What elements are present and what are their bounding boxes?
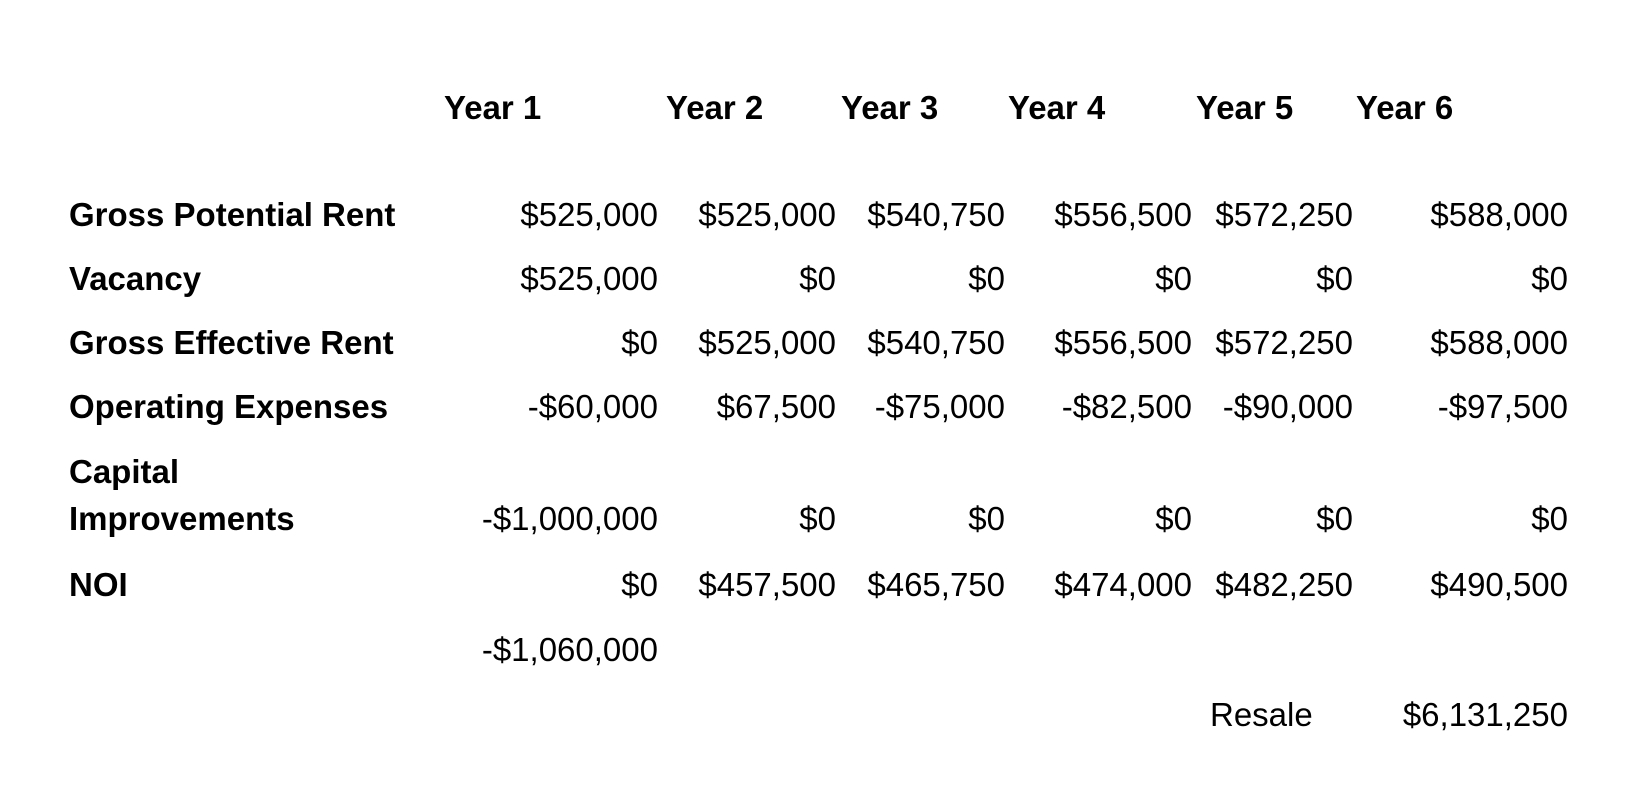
table-cell: $457,500 (698, 566, 836, 603)
table-cell: $525,000 (698, 196, 836, 233)
row-label-operating-expenses: Operating Expenses (69, 388, 389, 425)
table-cell: -$60,000 (527, 388, 658, 425)
year1-total-cell: -$1,060,000 (481, 631, 658, 668)
header-year-5: Year 5 (1196, 89, 1294, 126)
table-cell: $588,000 (1430, 196, 1568, 233)
table-cell: $0 (799, 500, 836, 537)
table-cell: -$97,500 (1437, 388, 1568, 425)
table-cell: $0 (799, 260, 836, 297)
table-cell: -$75,000 (874, 388, 1005, 425)
table-cell: $556,500 (1054, 196, 1192, 233)
table-cell: -$82,500 (1061, 388, 1192, 425)
table-cell: $588,000 (1430, 324, 1568, 361)
table-cell: $525,000 (520, 196, 658, 233)
table-cell: -$1,000,000 (481, 500, 658, 537)
table-cell: $0 (1531, 500, 1568, 537)
table-cell: $525,000 (698, 324, 836, 361)
table-cell: $0 (968, 260, 1005, 297)
table-cell: $465,750 (867, 566, 1005, 603)
table-cell: -$90,000 (1222, 388, 1353, 425)
resale-label: Resale (1210, 696, 1313, 733)
table-cell: $0 (1155, 260, 1192, 297)
row-label-capital: Capital (69, 453, 180, 490)
table-cell: $0 (1316, 260, 1353, 297)
table-cell: $556,500 (1054, 324, 1192, 361)
table-cell: $482,250 (1215, 566, 1353, 603)
row-label-vacancy: Vacancy (69, 260, 202, 297)
table-cell: $0 (1316, 500, 1353, 537)
table-cell: $0 (968, 500, 1005, 537)
table-cell: $0 (621, 324, 658, 361)
table-cell: $0 (621, 566, 658, 603)
resale-value: $6,131,250 (1402, 696, 1568, 733)
table-cell: $0 (1531, 260, 1568, 297)
table-cell: $0 (1155, 500, 1192, 537)
row-label-improvements: Improvements (69, 500, 295, 537)
header-year-6: Year 6 (1356, 89, 1454, 126)
table-cell: $67,500 (716, 388, 836, 425)
table-cell: $572,250 (1215, 324, 1353, 361)
row-label-noi: NOI (69, 566, 128, 603)
table-cell: $490,500 (1430, 566, 1568, 603)
header-year-4: Year 4 (1008, 89, 1106, 126)
table-cell: $474,000 (1054, 566, 1192, 603)
table-cell: $540,750 (867, 196, 1005, 233)
row-label-gross-potential-rent: Gross Potential Rent (69, 196, 396, 233)
table-cell: $572,250 (1215, 196, 1353, 233)
header-year-1: Year 1 (444, 89, 542, 126)
header-year-2: Year 2 (666, 89, 764, 126)
row-label-gross-effective-rent: Gross Effective Rent (69, 324, 394, 361)
header-year-3: Year 3 (841, 89, 939, 126)
table-cell: $540,750 (867, 324, 1005, 361)
table-cell: $525,000 (520, 260, 658, 297)
